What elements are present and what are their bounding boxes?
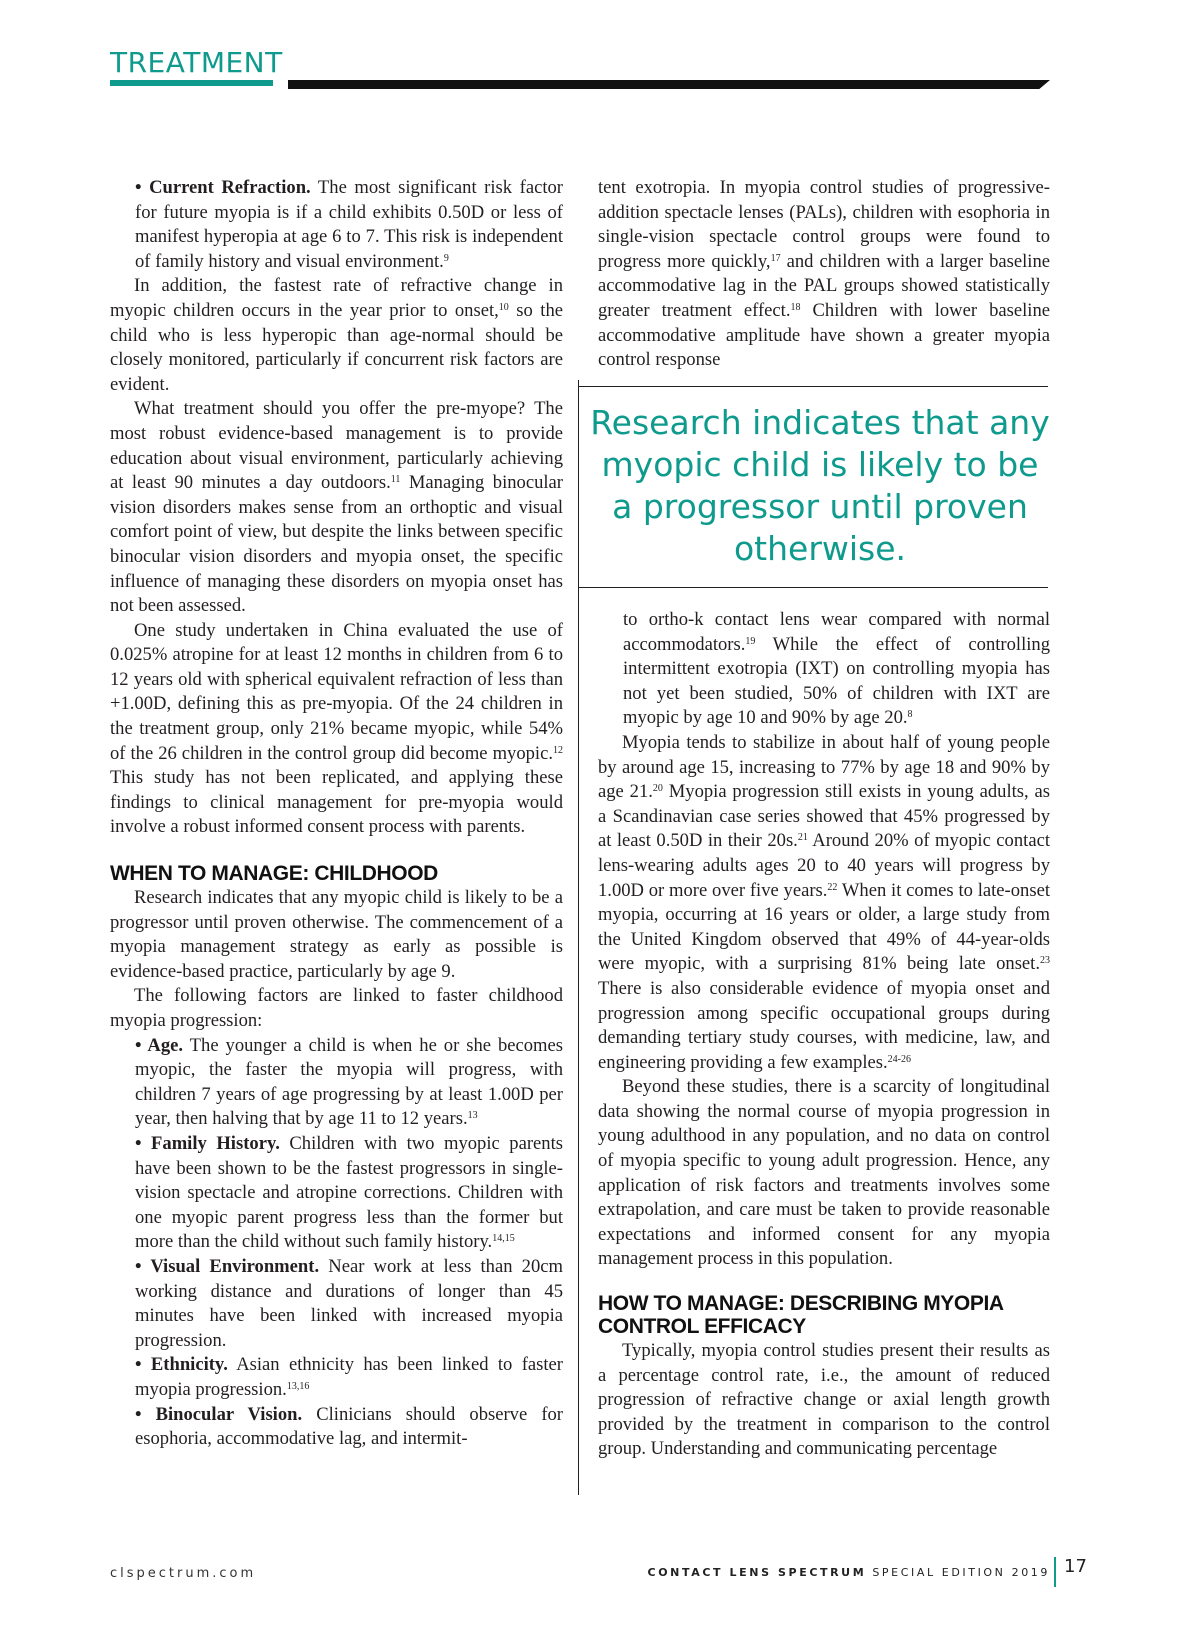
section-heading-childhood: WHEN TO MANAGE: CHILDHOOD	[110, 862, 438, 886]
bullet-current-refraction: • Current Refraction. The most significant risk factor for future myopia is if a child exhibits 0.50D or less of manifest hyperopia at age 6 to 7. This risk is independent of family history and visual environment.$^9$	[135, 177, 563, 272]
bullet-binocular-vision: • Binocular Vision. Clinicians should observe for esophoria, accommodative lag, and intermit-	[135, 1403, 564, 1450]
pullquote-rule-bottom	[578, 587, 1048, 588]
section-heading-how-to-manage: HOW TO MANAGE: DESCRIBING MYOPIA CONTROL EFFICACY	[598, 1292, 1003, 1339]
paragraph: Typically, myopia control studies present their results as a percentage control rate, i.e., the amount of reduced progression of refractive change or axial length growth provided by the treatment in comparison to the control group. Understanding and communicating percentage	[598, 1340, 1050, 1460]
paragraph: Beyond these studies, there is a scarcity of longitudinal data showing the normal course of myopia progression in young adulthood in any population, and no data on control of myopia specific to young adult progression. Hence, any application of risk factors and treatments involves some extrapolation, and care must be taken to provide reasonable expectations and informed consent for any myopia management process in this population.	[598, 1076, 1050, 1270]
bullet-family-history: • Family History. Children with two myopic parents have been shown to be the fastest progressors in single-vision spectacle and atropine corrections. Children with one myopic parent progress less than the former but more than the child without such family history.$^{14,15}$	[135, 1132, 563, 1253]
column-divider	[578, 380, 579, 1495]
paragraph: Myopia tends to stabilize in about half of young people by around age 15, increasing to 77% by age 18 and 90% by age 21.20 Myopia progression still exists in young adults, as a Scandinavian case series showed that 45% progressed by at least 0.50D in their 20s.$^{21}$ Around 20% of myopic contact lens-wearing adults ages 20 to 40 years will progress by 1.00D or more over five years.$^{22}$ When it comes to late-onset myopia, occurring at 16 years or older, a large study from the United Kingdom observed that 49% of 44-year-olds were myopic, with a surprising 81% being late onset.$^{23}$ There is also considerable evidence of myopia onset and progression among specific occupational groups during demanding tertiary study courses, with medicine, law, and engineering providing a few examples.$^{24-26}$	[598, 731, 1050, 1073]
paragraph: to ortho-k contact lens wear compared with normal accommodators.$^{19}$ While the effect of controlling intermittent exotropia (IXT) on controlling myopia has not yet been studied, 50% of children with IXT are myopic by age 10 and 90% by age 20.$^8$	[623, 609, 1050, 729]
bullet-visual-environment: • Visual Environment. Near work at less than 20cm working distance and durations of longer than 45 minutes have been linked with increased myopia progression.	[135, 1255, 563, 1351]
right-column-top	[598, 176, 1050, 373]
paragraph: What treatment should you offer the pre-myope? The most robust evidence-based management is to provide education about visual environment, particularly achieving at least 90 minutes a day outdoors.$^{11}$ Managing binocular vision disorders makes sense from an orthoptic and visual comfort point of view, but despite the links between specific binocular vision disorders and myopia onset, the specific influence of managing these disorders on myopia onset has not been assessed.	[110, 398, 564, 617]
paragraph: One study undertaken in China evaluated the use of 0.025% atropine for at least 12 months in children from 6 to 12 years old with spherical equivalent refraction of less than +1.00D, defining this as pre-myopia. Of the 24 children in the treatment group, only 21% became myopic, while 54% of the 26 children in the control group did become myopic.$^{12}$ This study has not been replicated, and applying these findings to clinical management for pre-myopia would involve a robust informed consent process with parents.	[110, 619, 563, 838]
right-column-bottom	[598, 608, 1050, 1462]
bullet-ethnicity: • Ethnicity. Asian ethnicity has been linked to faster myopia progression.$^{13,16}$	[135, 1354, 563, 1400]
paragraph: tent exotropia. In myopia control studies of progressive-addition spectacle lenses (PALs), children with esophoria in single-vision spectacle control groups were found to progress more quickly,$^{17}$ and children with a larger baseline accommodative lag in the PAL groups showed statistically greater treatment effect.$^{18}$ Children with lower baseline accommodative amplitude have shown a greater myopia control response	[598, 177, 1050, 371]
paragraph: The following factors are linked to faster childhood myopia progression:	[110, 985, 563, 1031]
pullquote-rule-top	[578, 386, 1048, 387]
bullet-age: • Age. The younger a child is when he or she becomes myopic, the faster the myopia will progress, with children 7 years of age progressing by at least 1.00D per year, then halving that by age 11 to 12 years.$^{13}$	[135, 1034, 563, 1130]
section-label: TREATMENT	[110, 46, 283, 79]
section-accent-bar	[110, 80, 273, 86]
paragraph: Research indicates that any myopic child is likely to be a progressor until proven otherwise. The commencement of a myopia management strategy as early as possible is evidence-based practice, particularly by age 9.	[110, 887, 563, 982]
footer-publication: CONTACT LENS SPECTRUM SPECIAL EDITION 2019	[647, 1566, 1050, 1579]
left-column	[110, 176, 563, 1452]
footer-divider	[1054, 1557, 1056, 1587]
header-rule	[288, 80, 1050, 89]
paragraph: In addition, the fastest rate of refractive change in myopic children occurs in the year prior to onset,$^{10}$ so the child who is less hyperopic than age-normal should be closely monitored, particularly if concurrent risk factors are evident.	[110, 275, 563, 395]
pull-quote: Research indicates that any myopic child is likely to be a progressor until proven otherwise.	[590, 403, 1050, 568]
footer-website: clspectrum.com	[110, 1566, 257, 1581]
page-number: 17	[1064, 1556, 1087, 1577]
